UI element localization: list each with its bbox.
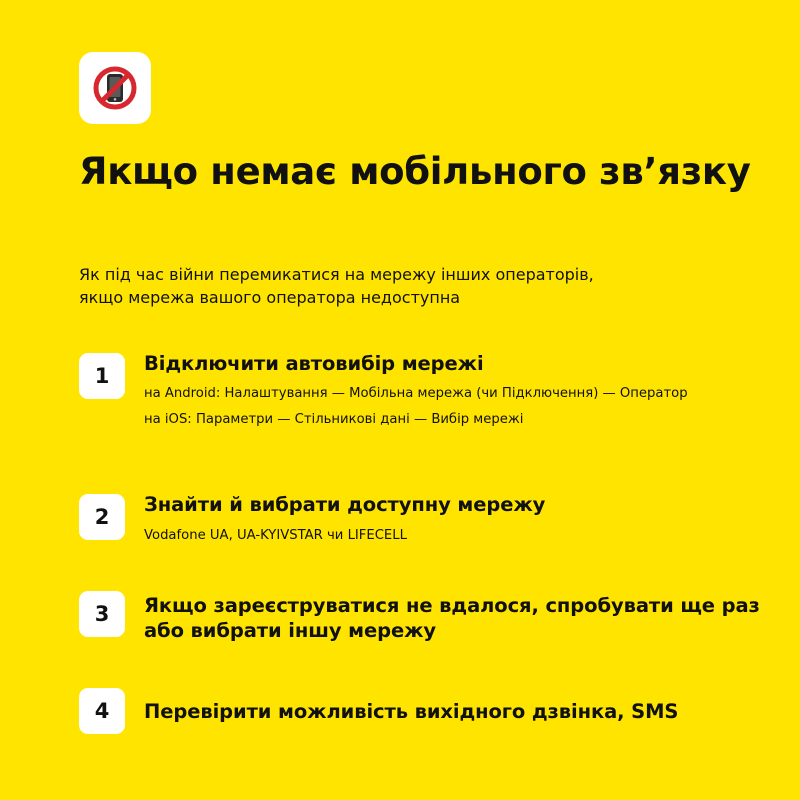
subtitle-line-2: якщо мережа вашого оператора недоступна: [79, 288, 461, 307]
page-title: Якщо немає мобільного зв’язку: [79, 150, 751, 193]
step-detail-networks: Vodafone UA, UA-KYIVSTAR чи LIFECELL: [144, 528, 407, 543]
step-content: [144, 688, 774, 724]
subtitle-line-1: Як під час війни перемикатися на мережу інших операторів,: [79, 265, 594, 284]
step-number-badge: 2: [79, 494, 125, 540]
step-heading: Якщо зареєструватися не вдалося, спробувати ще раз або вибрати іншу мережу: [144, 594, 760, 642]
step-number-badge: 4: [79, 688, 125, 734]
step-content: [144, 353, 774, 428]
step-detail-android: на Android: Налаштування — Мобільна мережа (чи Підключення) — Оператор: [144, 386, 688, 401]
step-content: [144, 494, 774, 544]
app-icon-tile: [79, 52, 151, 124]
step-number-badge: 1: [79, 353, 125, 399]
step-heading: Відключити автовибір мережі: [144, 352, 484, 375]
step-heading: Перевірити можливість вихідного дзвінка, SMS: [144, 700, 679, 723]
step-content: [144, 591, 774, 643]
step-heading: Знайти й вибрати доступну мережу: [144, 493, 546, 516]
no-mobile-phone-icon: [92, 65, 138, 111]
step-detail-ios: на iOS: Параметри — Стільникові дані — Вибір мережі: [144, 412, 524, 427]
step-number-badge: 3: [79, 591, 125, 637]
page-subtitle: [79, 263, 779, 309]
